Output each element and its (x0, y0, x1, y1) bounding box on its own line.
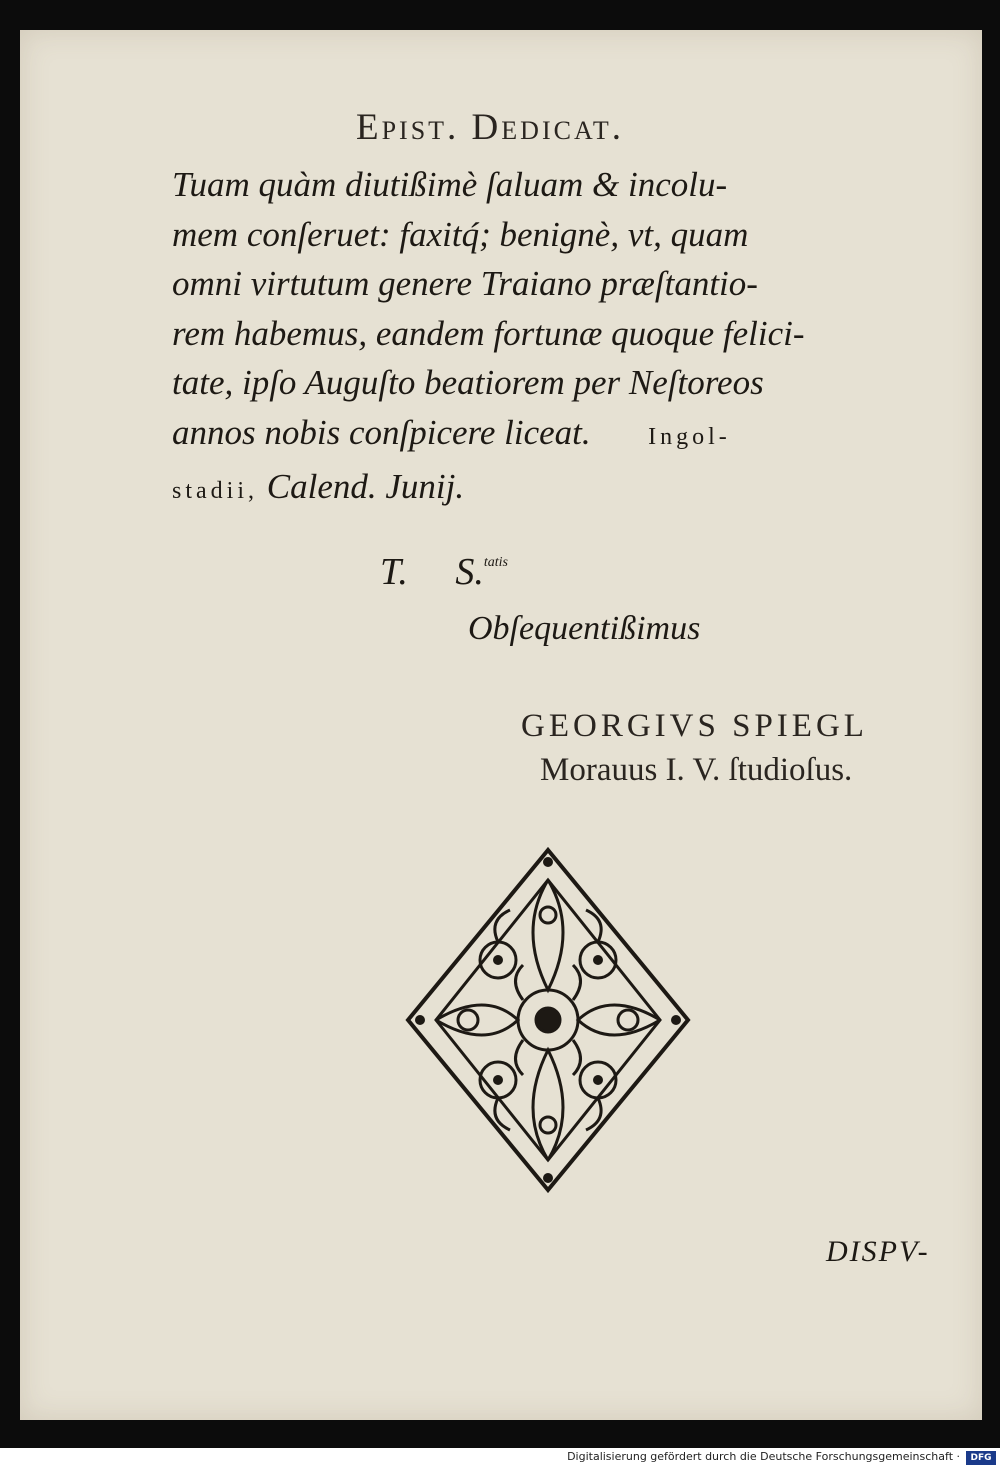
signature-title: Morauus I. V. ſtudioſus. (540, 752, 853, 788)
author-initials (380, 550, 508, 594)
running-head: Epist. Dedicat. (356, 107, 624, 148)
closing-formula: Obſequentißimus (468, 610, 701, 647)
place-name-end: stadii, (172, 478, 258, 504)
body-line-text: annos nobis conſpicere liceat. (172, 412, 591, 452)
dfg-logo: DFG (966, 1451, 996, 1465)
body-line: omni virtutum genere Traiano præſtantio- (172, 264, 758, 303)
book-page (20, 30, 982, 1420)
initial-s-superscript: tatis (483, 555, 508, 570)
initial-t: T. (380, 551, 408, 593)
body-line: mem conſeruet: faxitq́; benignè, vt, quam (172, 214, 749, 254)
ornament-diamond (398, 840, 698, 1200)
body-text (172, 160, 952, 517)
body-line (172, 462, 952, 517)
catchword: DISPV- (826, 1235, 930, 1268)
body-line (172, 408, 952, 463)
footer-credit: Digitalisierung gefördert durch die Deutsche Forschungsgemeinschaft · (567, 1450, 960, 1463)
body-line: tate, ipſo Auguſto beatiorem per Neſtoreos (172, 363, 764, 402)
signature-name: GEORGIVS SPIEGL (521, 708, 868, 744)
initial-s: S. (455, 551, 484, 593)
body-line: Tuam quàm diutißimè ſaluam & incolu- (172, 165, 728, 204)
date-text: Calend. Junij. (266, 467, 465, 506)
body-line: rem habemus, eandem fortunæ quoque felici- (172, 313, 805, 353)
place-name-start: Ingol- (648, 423, 731, 450)
